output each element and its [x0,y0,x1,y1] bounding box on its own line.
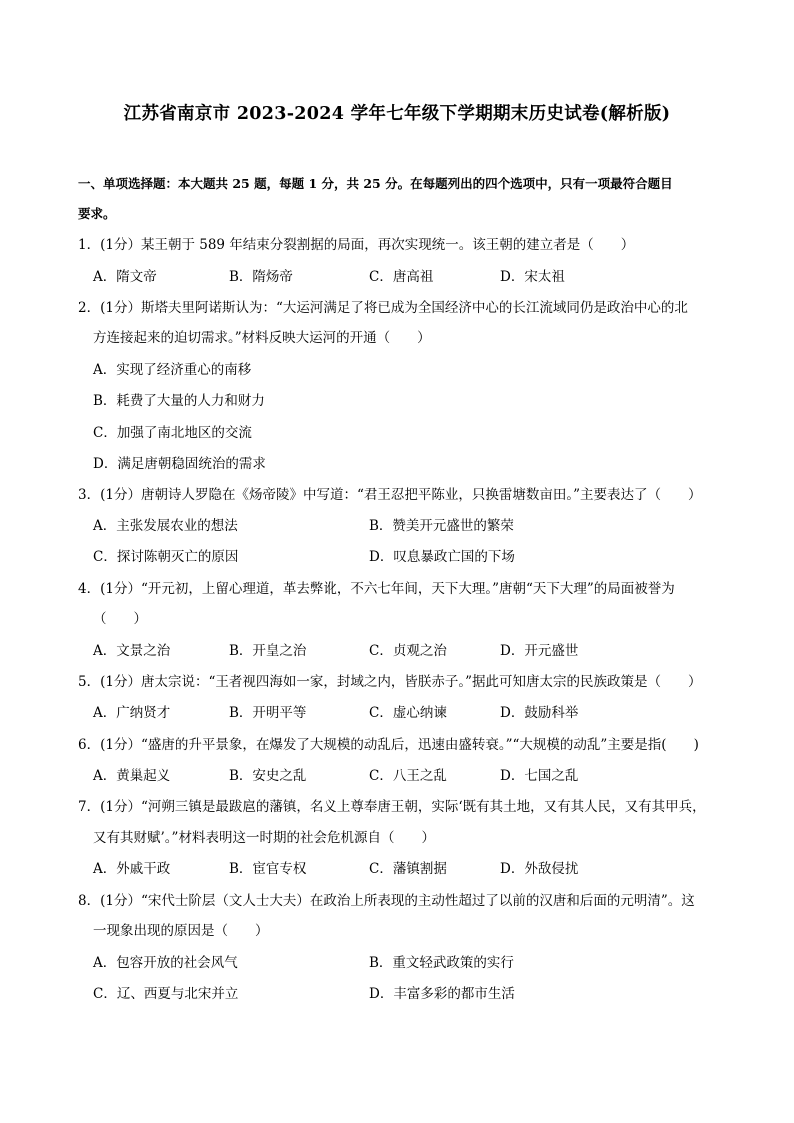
section-instruction-line-2: 要求。 [78,206,116,221]
section-instruction-line-1: 一、单项选择题：本大题共 25 题，每题 1 分，共 25 分。在每题列出的四个选项中，只有一项最符合题目 [78,176,673,191]
option-b: B．赞美开元盛世的繁荣 [369,518,514,534]
option-b: B．耗费了大量的人力和财力 [93,393,265,409]
option-c: C．八王之乱 [369,768,447,784]
option-a: A．隋文帝 [93,269,157,285]
page-title: 江苏省南京市 2023-2024 学年七年级下学期期末历史试卷(解析版) [123,104,671,124]
option-b: B．宦官专权 [229,861,307,877]
option-a: A．主张发展农业的想法 [93,518,238,534]
option-d: D．叹息暴政亡国的下场 [369,549,515,565]
option-c: C．贞观之治 [369,643,447,659]
question-stem: 4．(1分）“开元初，上留心理道，革去弊讹，不六七年间，天下大理。”唐朝“天下大理”的局面被誉为 [78,581,675,597]
option-b: B．开皇之治 [229,643,307,659]
option-c: C．加强了南北地区的交流 [93,425,252,441]
question-stem-continued: 又有其财赋’。”材料表明这一时期的社会危机源自（ ） [93,830,435,846]
question-stem: 2．(1分）斯塔夫里阿诺斯认为：“大运河满足了将已成为全国经济中心的长江流域同仍是政治中心的北 [78,300,688,316]
option-b: B．开明平等 [229,705,307,721]
option-c: C．唐高祖 [369,269,434,285]
question-stem-continued: 一现象出现的原因是（ ） [93,923,269,939]
option-a: A．实现了经济重心的南移 [93,362,252,378]
option-c: C．辽、西夏与北宋并立 [93,986,239,1002]
option-d: D．七国之乱 [500,768,579,784]
option-c: C．虚心纳谏 [369,705,447,721]
question-stem-continued: 方连接起来的迫切需求。”材料反映大运河的开通（ ） [93,330,431,346]
option-d: D．开元盛世 [500,643,579,659]
option-b: B．隋炀帝 [229,269,293,285]
option-b: B．重文轻武政策的实行 [369,955,514,971]
question-stem: 6．(1分）“盛唐的升平景象，在爆发了大规模的动乱后，迅速由盛转衰。”“大规模的动乱”主要是指( ) [78,737,699,753]
option-d: D．外敌侵扰 [500,861,579,877]
option-c: C．藩镇割据 [369,861,447,877]
option-d: D．满足唐朝稳固统治的需求 [93,456,266,472]
option-a: A．包容开放的社会风气 [93,955,238,971]
option-d: D．宋太祖 [500,269,565,285]
option-d: D．鼓励科举 [500,705,579,721]
question-stem: 7．(1分）“河朔三镇是最跋扈的藩镇，名义上尊奉唐王朝，实际‘既有其土地，又有其人民，又有其甲兵， [78,799,706,815]
question-stem: 3．(1分）唐朝诗人罗隐在《炀帝陵》中写道：“君王忍把平陈业，只换雷塘数亩田。”主要表达了（ ） [78,487,702,503]
option-d: D．丰富多彩的都市生活 [369,986,515,1002]
question-stem: 1．(1分）某王朝于 589 年结束分裂割据的局面，再次实现统一。该王朝的建立者是（ ） [78,237,635,253]
option-a: A．黄巢起义 [93,768,171,784]
option-a: A．广纳贤才 [93,705,171,721]
option-a: A．文景之治 [93,643,171,659]
option-b: B．安史之乱 [229,768,307,784]
option-c: C．探讨陈朝灭亡的原因 [93,549,239,565]
question-stem: 8．(1分）“宋代士阶层（文人士大夫）在政治上所表现的主动性超过了以前的汉唐和后面的元明清”。这 [78,893,695,909]
option-a: A．外戚干政 [93,861,171,877]
question-stem: 5．(1分）唐太宗说：“王者视四海如一家，封域之内，皆朕赤子。”据此可知唐太宗的民族政策是（ ） [78,674,702,690]
question-stem-continued: （ ） [93,611,147,627]
